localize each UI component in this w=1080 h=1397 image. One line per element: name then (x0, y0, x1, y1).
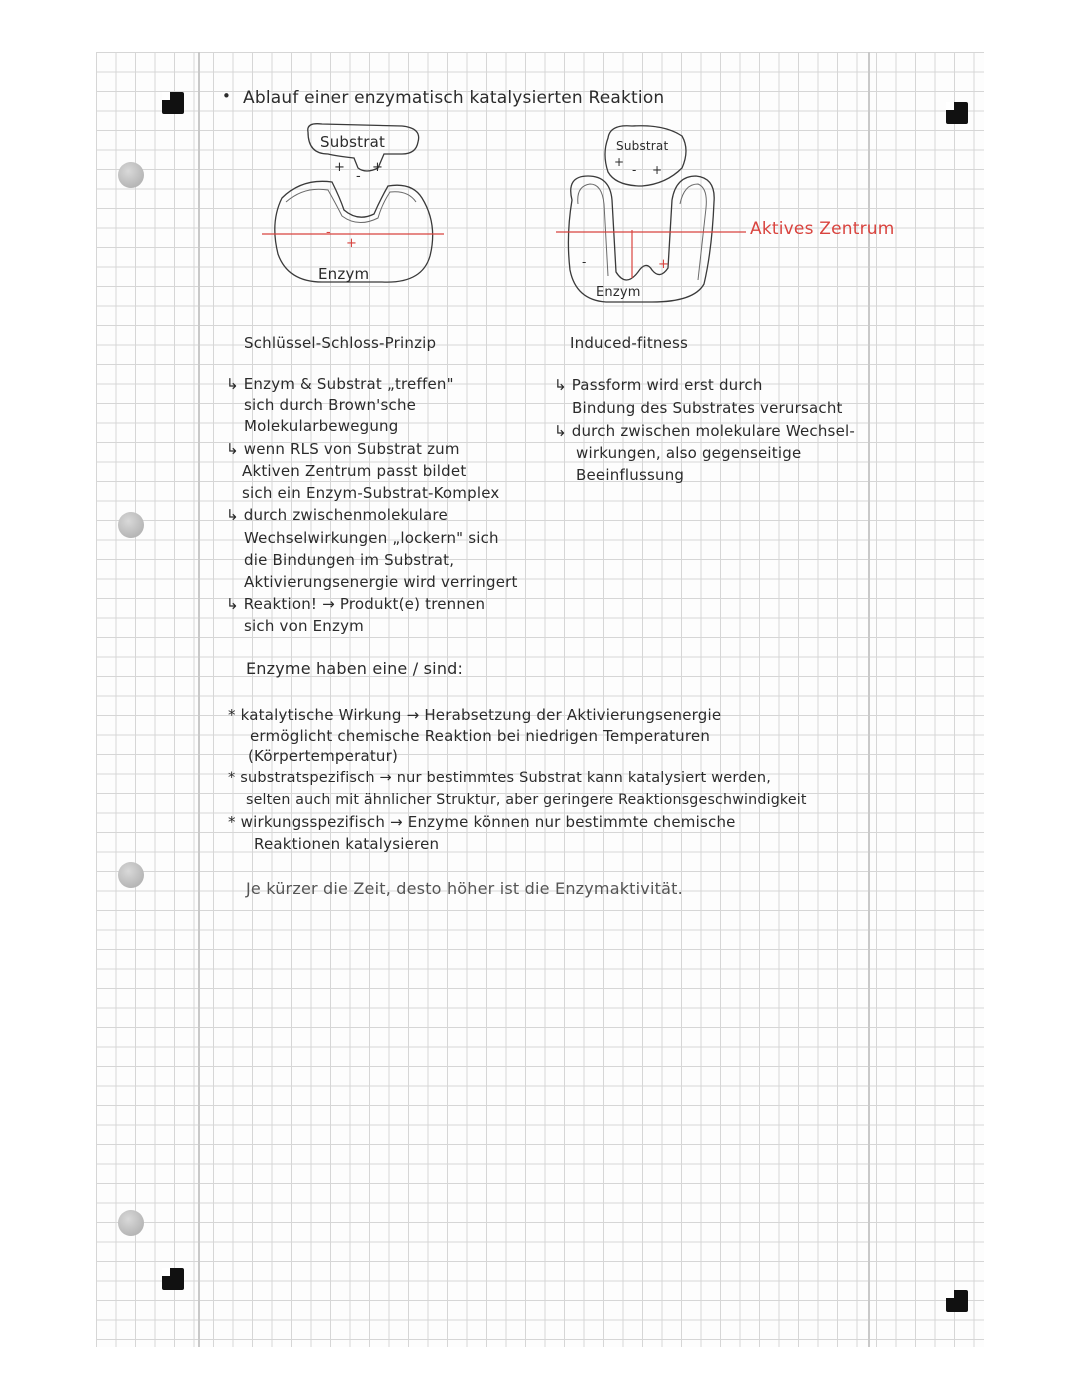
left-note-line: sich von Enzym (244, 617, 364, 635)
corner-marker-icon (162, 1268, 184, 1290)
right-substrat-label: Substrat (616, 139, 669, 153)
left-note-line: ↳ durch zwischenmolekulare (226, 506, 448, 524)
right-enzym-label: Enzym (596, 285, 641, 300)
page-title: Ablauf einer enzymatisch katalysierten Reaktion (243, 88, 665, 108)
property-line: * wirkungsspezifisch → Enzyme können nur bestimmte chemische (228, 813, 736, 831)
charge-minus: - (326, 225, 331, 240)
punch-hole (118, 512, 144, 538)
induced-fit-caption: Induced-fitness (570, 334, 689, 352)
right-note-line: ↳ durch zwischen molekulare Wechsel- (554, 422, 855, 440)
property-line: ermöglicht chemische Reaktion bei niedrigen Temperaturen (250, 727, 711, 745)
left-enzym-label: Enzym (318, 265, 370, 283)
right-note-line: wirkungen, also gegenseitige (576, 444, 802, 462)
corner-marker-icon (946, 1290, 968, 1312)
left-substrat-label: Substrat (320, 133, 386, 151)
right-note-line: Beeinflussung (576, 466, 685, 484)
corner-marker-icon (162, 92, 184, 114)
charge-minus: - (582, 255, 587, 269)
left-note-line: Wechselwirkungen „lockern" sich (244, 529, 499, 547)
left-note-line: Molekularbewegung (244, 417, 399, 435)
title-bullet: • (222, 87, 232, 105)
left-margin-line (198, 52, 200, 1347)
property-line: (Körpertemperatur) (248, 747, 399, 765)
charge-plus: + (334, 160, 346, 175)
property-line: * katalytische Wirkung → Herabsetzung der Aktivierungsenergie (228, 706, 722, 724)
punch-hole (118, 1210, 144, 1236)
charge-plus: + (652, 163, 663, 177)
charge-minus: - (632, 163, 637, 177)
left-note-line: Aktiven Zentrum passt bildet (242, 462, 467, 480)
property-line: * substratspezifisch → nur bestimmtes Substrat kann katalysiert werden, (228, 770, 772, 786)
left-note-line: sich ein Enzym-Substrat-Komplex (242, 484, 500, 502)
charge-plus: + (658, 257, 670, 272)
left-note-line: sich durch Brown'sche (244, 396, 417, 414)
left-note-line: ↳ Enzym & Substrat „treffen" (226, 375, 454, 393)
property-line: Reaktionen katalysieren (254, 835, 440, 853)
property-line: selten auch mit ähnlicher Struktur, aber geringere Reaktionsgeschwindigkeit (246, 792, 807, 808)
enzyme-properties-heading: Enzyme haben eine / sind: (246, 659, 464, 678)
lock-and-key-caption: Schlüssel-Schloss-Prinzip (244, 334, 437, 352)
enzyme-activity-note: Je kürzer die Zeit, desto höher ist die Enzymaktivität. (246, 879, 683, 898)
right-note-line: Bindung des Substrates verursacht (572, 399, 843, 417)
charge-plus: + (614, 155, 625, 169)
corner-marker-icon (946, 102, 968, 124)
left-note-line: ↳ wenn RLS von Substrat zum (226, 440, 460, 458)
left-note-line: die Bindungen im Substrat, (244, 551, 455, 569)
charge-minus: - (356, 169, 361, 184)
charge-plus: + (372, 160, 384, 175)
left-note-line: ↳ Reaktion! → Produkt(e) trennen (226, 595, 486, 613)
active-center-label: Aktives Zentrum (750, 219, 895, 239)
left-note-line: Aktivierungsenergie wird verringert (244, 573, 518, 591)
punch-hole (118, 162, 144, 188)
right-note-line: ↳ Passform wird erst durch (554, 376, 763, 394)
charge-plus: + (346, 236, 358, 251)
punch-hole (118, 862, 144, 888)
